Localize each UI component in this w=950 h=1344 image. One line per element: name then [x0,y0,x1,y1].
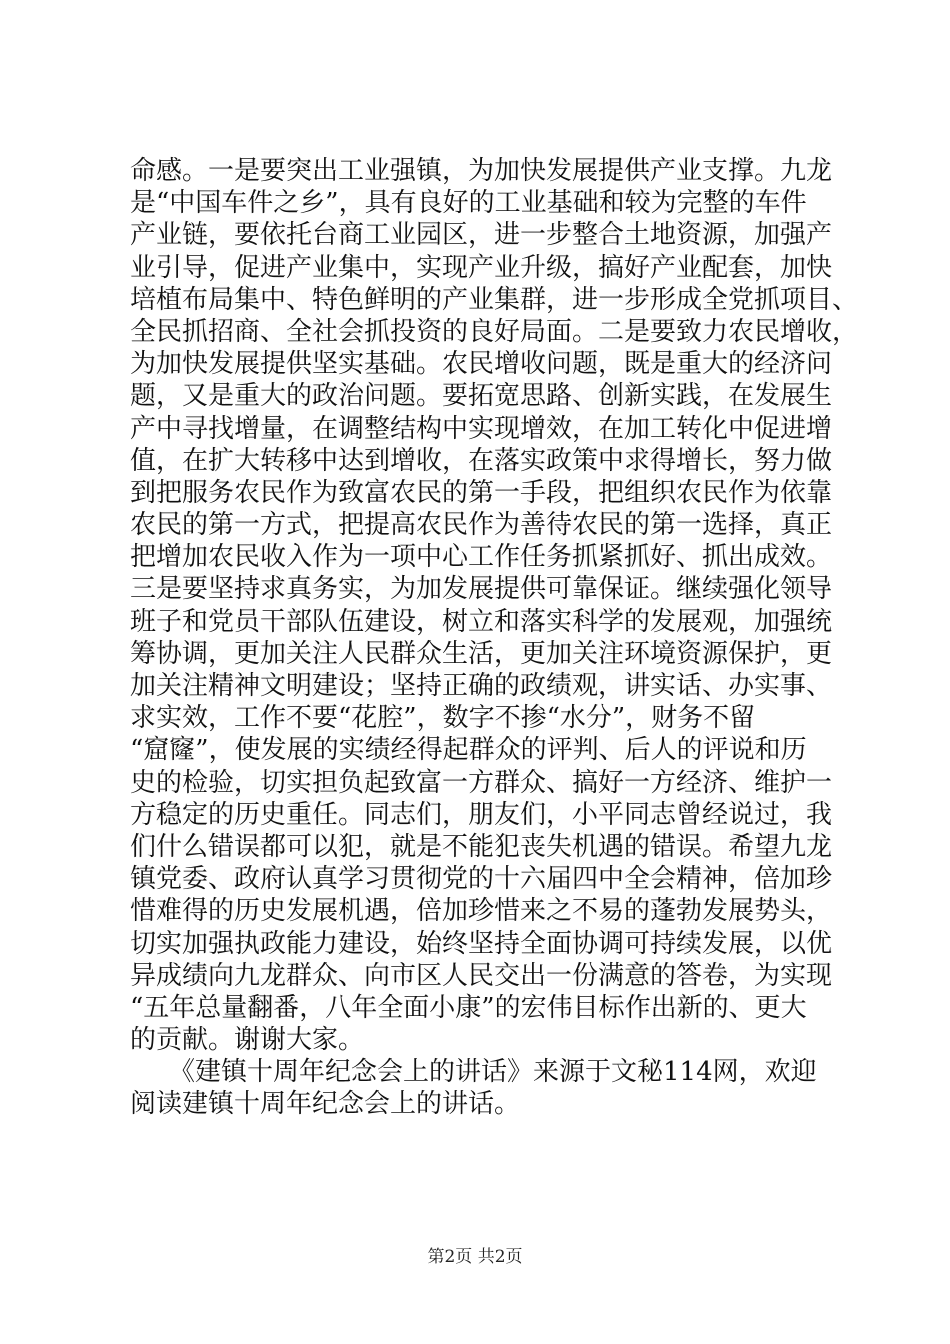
text-line: 惜难得的历史发展机遇，倍加珍惜来之不易的蓬勃发展势头， [130,896,833,927]
text-line: 产中寻找增量，在调整结构中实现增效，在加工转化中促进增 [130,413,833,444]
text-line: 业引导，促进产业集中，实现产业升级，搞好产业配套，加快 [130,252,833,283]
text-line: 求实效，工作不要“花腔”，数字不掺“水分”，财务不留 [130,703,756,734]
source-note-line: 阅读建镇十周年纪念会上的讲话。 [130,1089,521,1120]
text-line: 培植布局集中、特色鲜明的产业集群，进一步形成全党抓项目、 [130,284,859,315]
source-note-line: 《建镇十周年纪念会上的讲话》来源于文秘114网，欢迎 [130,1057,817,1088]
text-line: 班子和党员干部队伍建设，树立和落实科学的发展观，加强统 [130,606,833,637]
text-line: 异成绩向九龙群众、向市区人民交出一份满意的答卷，为实现 [130,960,833,991]
text-line: 加关注精神文明建设；坚持正确的政绩观，讲实话、办实事、 [130,671,833,701]
text-line: “窟窿”，使发展的实绩经得起群众的评判、后人的评说和历 [130,735,807,766]
text-line: 到把服务农民作为致富农民的第一手段，把组织农民作为依靠 [130,477,833,508]
page-number: 第2页 共2页 [427,1247,523,1267]
body-text [130,155,859,1121]
text-line: 为加快发展提供坚实基础。农民增收问题，既是重大的经济问 [130,349,833,380]
text-line: 们什么错误都可以犯，就是不能犯丧失机遇的错误。希望九龙 [130,831,833,862]
text-line: 切实加强执政能力建设，始终坚持全面协调可持续发展，以优 [130,928,833,959]
text-line: 史的检验，切实担负起致富一方群众、搞好一方经济、维护一 [130,767,833,798]
text-line: 的贡献。谢谢大家。 [130,1025,365,1056]
text-line: 是“中国车件之乡”，具有良好的工业基础和较为完整的车件 [130,188,807,219]
text-line: 农民的第一方式，把提高农民作为善待农民的第一选择，真正 [130,510,833,541]
text-line: 产业链，要依托台商工业园区，进一步整合土地资源，加强产 [130,220,833,251]
text-line: 三是要坚持求真务实，为加发展提供可靠保证。继续强化领导 [130,574,833,605]
text-line: 方稳定的历史重任。同志们，朋友们，小平同志曾经说过，我 [130,799,833,830]
text-line: “五年总量翻番，八年全面小康”的宏伟目标作出新的、更大 [130,992,807,1023]
text-line: 全民抓招商、全社会抓投资的良好局面。二是要致力农民增收， [130,316,859,347]
text-line: 命感。一是要突出工业强镇，为加快发展提供产业支撑。九龙 [130,156,833,186]
text-line: 值，在扩大转移中达到增收，在落实政策中求得增长，努力做 [130,445,833,476]
text-line: 题，又是重大的政治问题。要拓宽思路、创新实践，在发展生 [130,381,833,412]
text-line: 把增加农民收入作为一项中心工作任务抓紧抓好、抓出成效。 [130,542,833,573]
text-line: 镇党委、政府认真学习贯彻党的十六届四中全会精神，倍加珍 [130,864,833,895]
text-line: 筹协调，更加关注人民群众生活，更加关注环境资源保护，更 [130,638,833,669]
